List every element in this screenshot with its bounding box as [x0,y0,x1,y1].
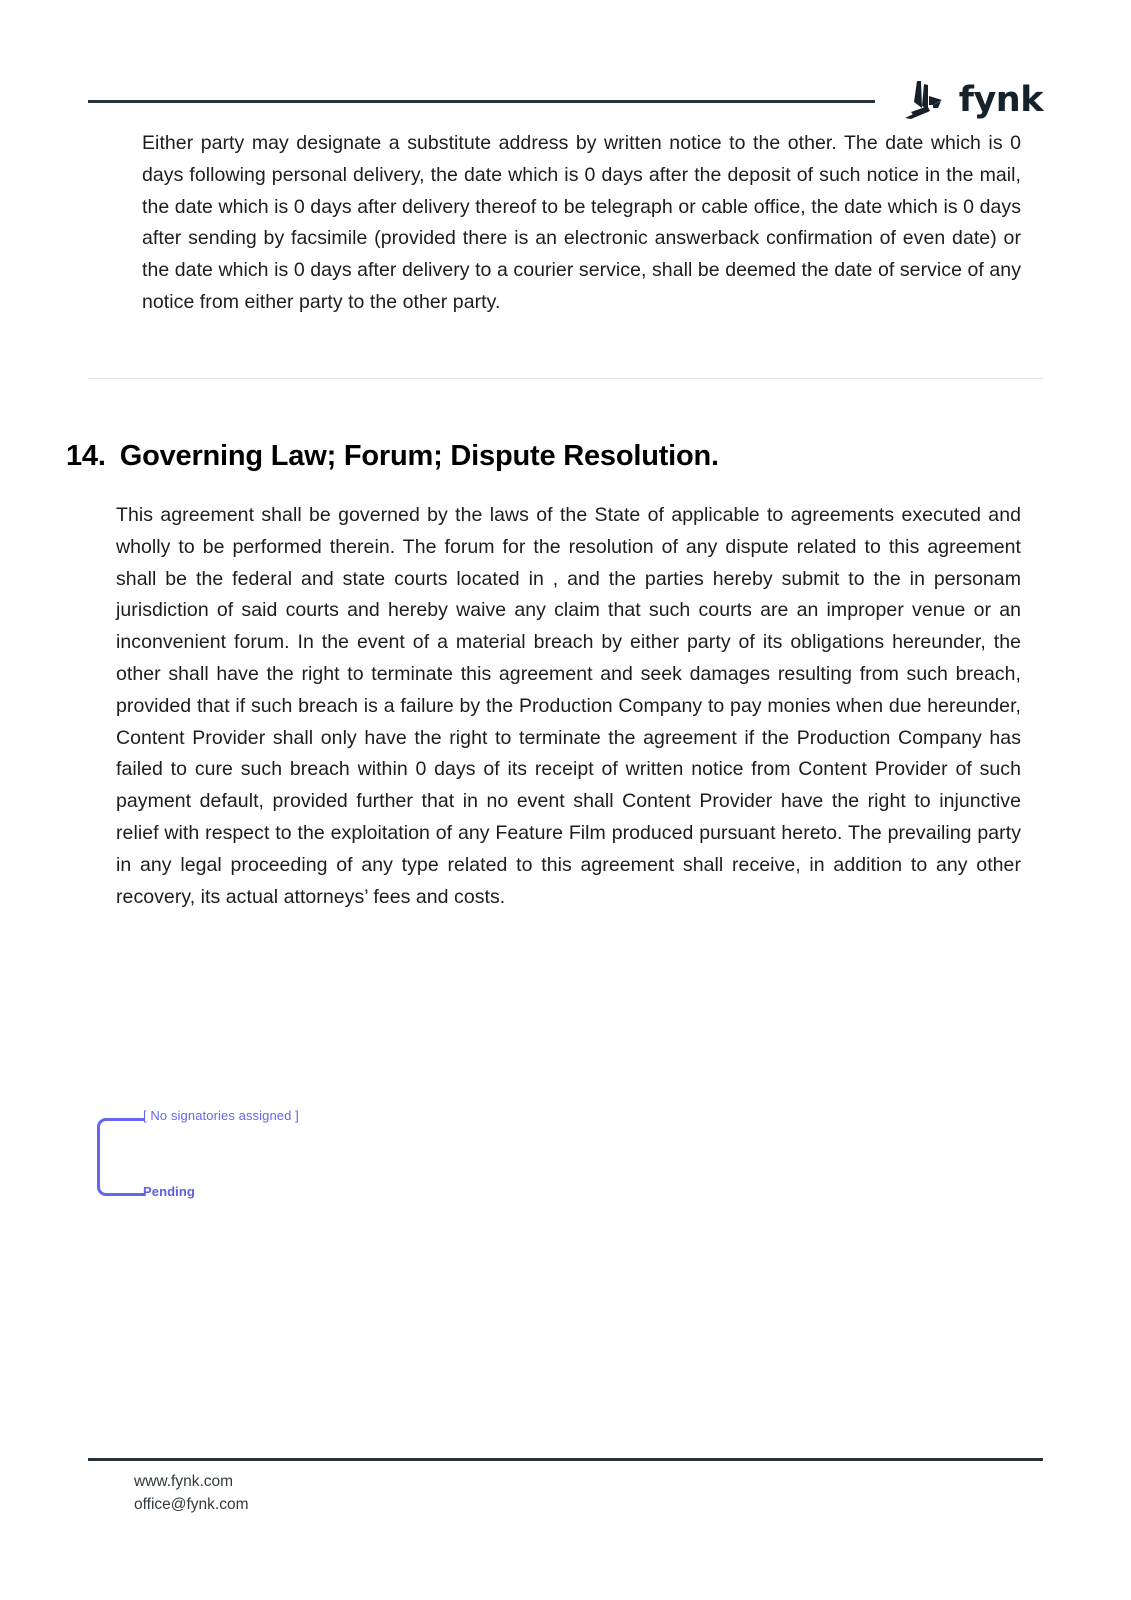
signature-block[interactable] [97,1108,427,1208]
section-divider [88,378,1043,379]
section-body-paragraph: This agreement shall be governed by the laws of the State of applicable to agreements executed and wholly to be performed therein. The forum for the resolution of any dispute related to this agreement shall be the federal and state courts located in , and the parties hereby submit to the in personam jurisdiction of said courts and hereby waive any claim that such courts are an improper venue or an inconvenient forum. In the event of a material breach by either party of its obligations hereunder, the other shall have the right to terminate this agreement and seek damages resulting from such breach, provided that if such breach is a failure by the Production Company to pay monies when due hereunder, Content Provider shall only have the right to terminate the agreement if the Production Company has failed to cure such breach within 0 days of its receipt of written notice from Content Provider of such payment default, provided further that in no event shall Content Provider have the right to injunctive relief with respect to the exploitation of any Feature Film produced pursuant hereto. The prevailing party in any legal proceeding of any type related to this agreement shall receive, in addition to any other recovery, its actual attorneys’ fees and costs. [116,504,1021,908]
fynk-wordmark: fynk [958,79,1043,120]
fynk-origami-bird-icon [897,78,949,122]
status-badge: Pending [143,1184,195,1199]
signatories-placeholder-label: [ No signatories assigned ] [143,1108,299,1123]
footer-website[interactable]: www.fynk.com [134,1473,234,1490]
footer-divider-rule [88,1458,1043,1461]
page-header [88,72,1043,128]
section-title: Governing Law; Forum; Dispute Resolution. [119,440,719,472]
fynk-logo [897,78,1043,122]
intro-paragraph: Either party may designate a substitute address by written notice to the other. The date which is 0 days following personal delivery, the date which is 0 days after the deposit of such notice in the mail, the date which is 0 days after delivery thereof to be telegraph or cable office, the date which is 0 days after sending by facsimile (provided there is an electronic answerback confirmation of even date) or the date which is 0 days after delivery to a courier service, shall be deemed the date of service of any notice from either party to the other party. [142,132,1021,313]
intro-paragraph-container [116,128,1021,319]
section-body-container [116,500,1021,913]
section-number: 14. [66,440,106,472]
page-footer [134,1470,249,1516]
footer-email[interactable]: office@fynk.com [134,1496,249,1513]
page-title [66,437,719,475]
signature-bracket-icon [97,1118,145,1196]
header-divider-rule [88,100,875,103]
